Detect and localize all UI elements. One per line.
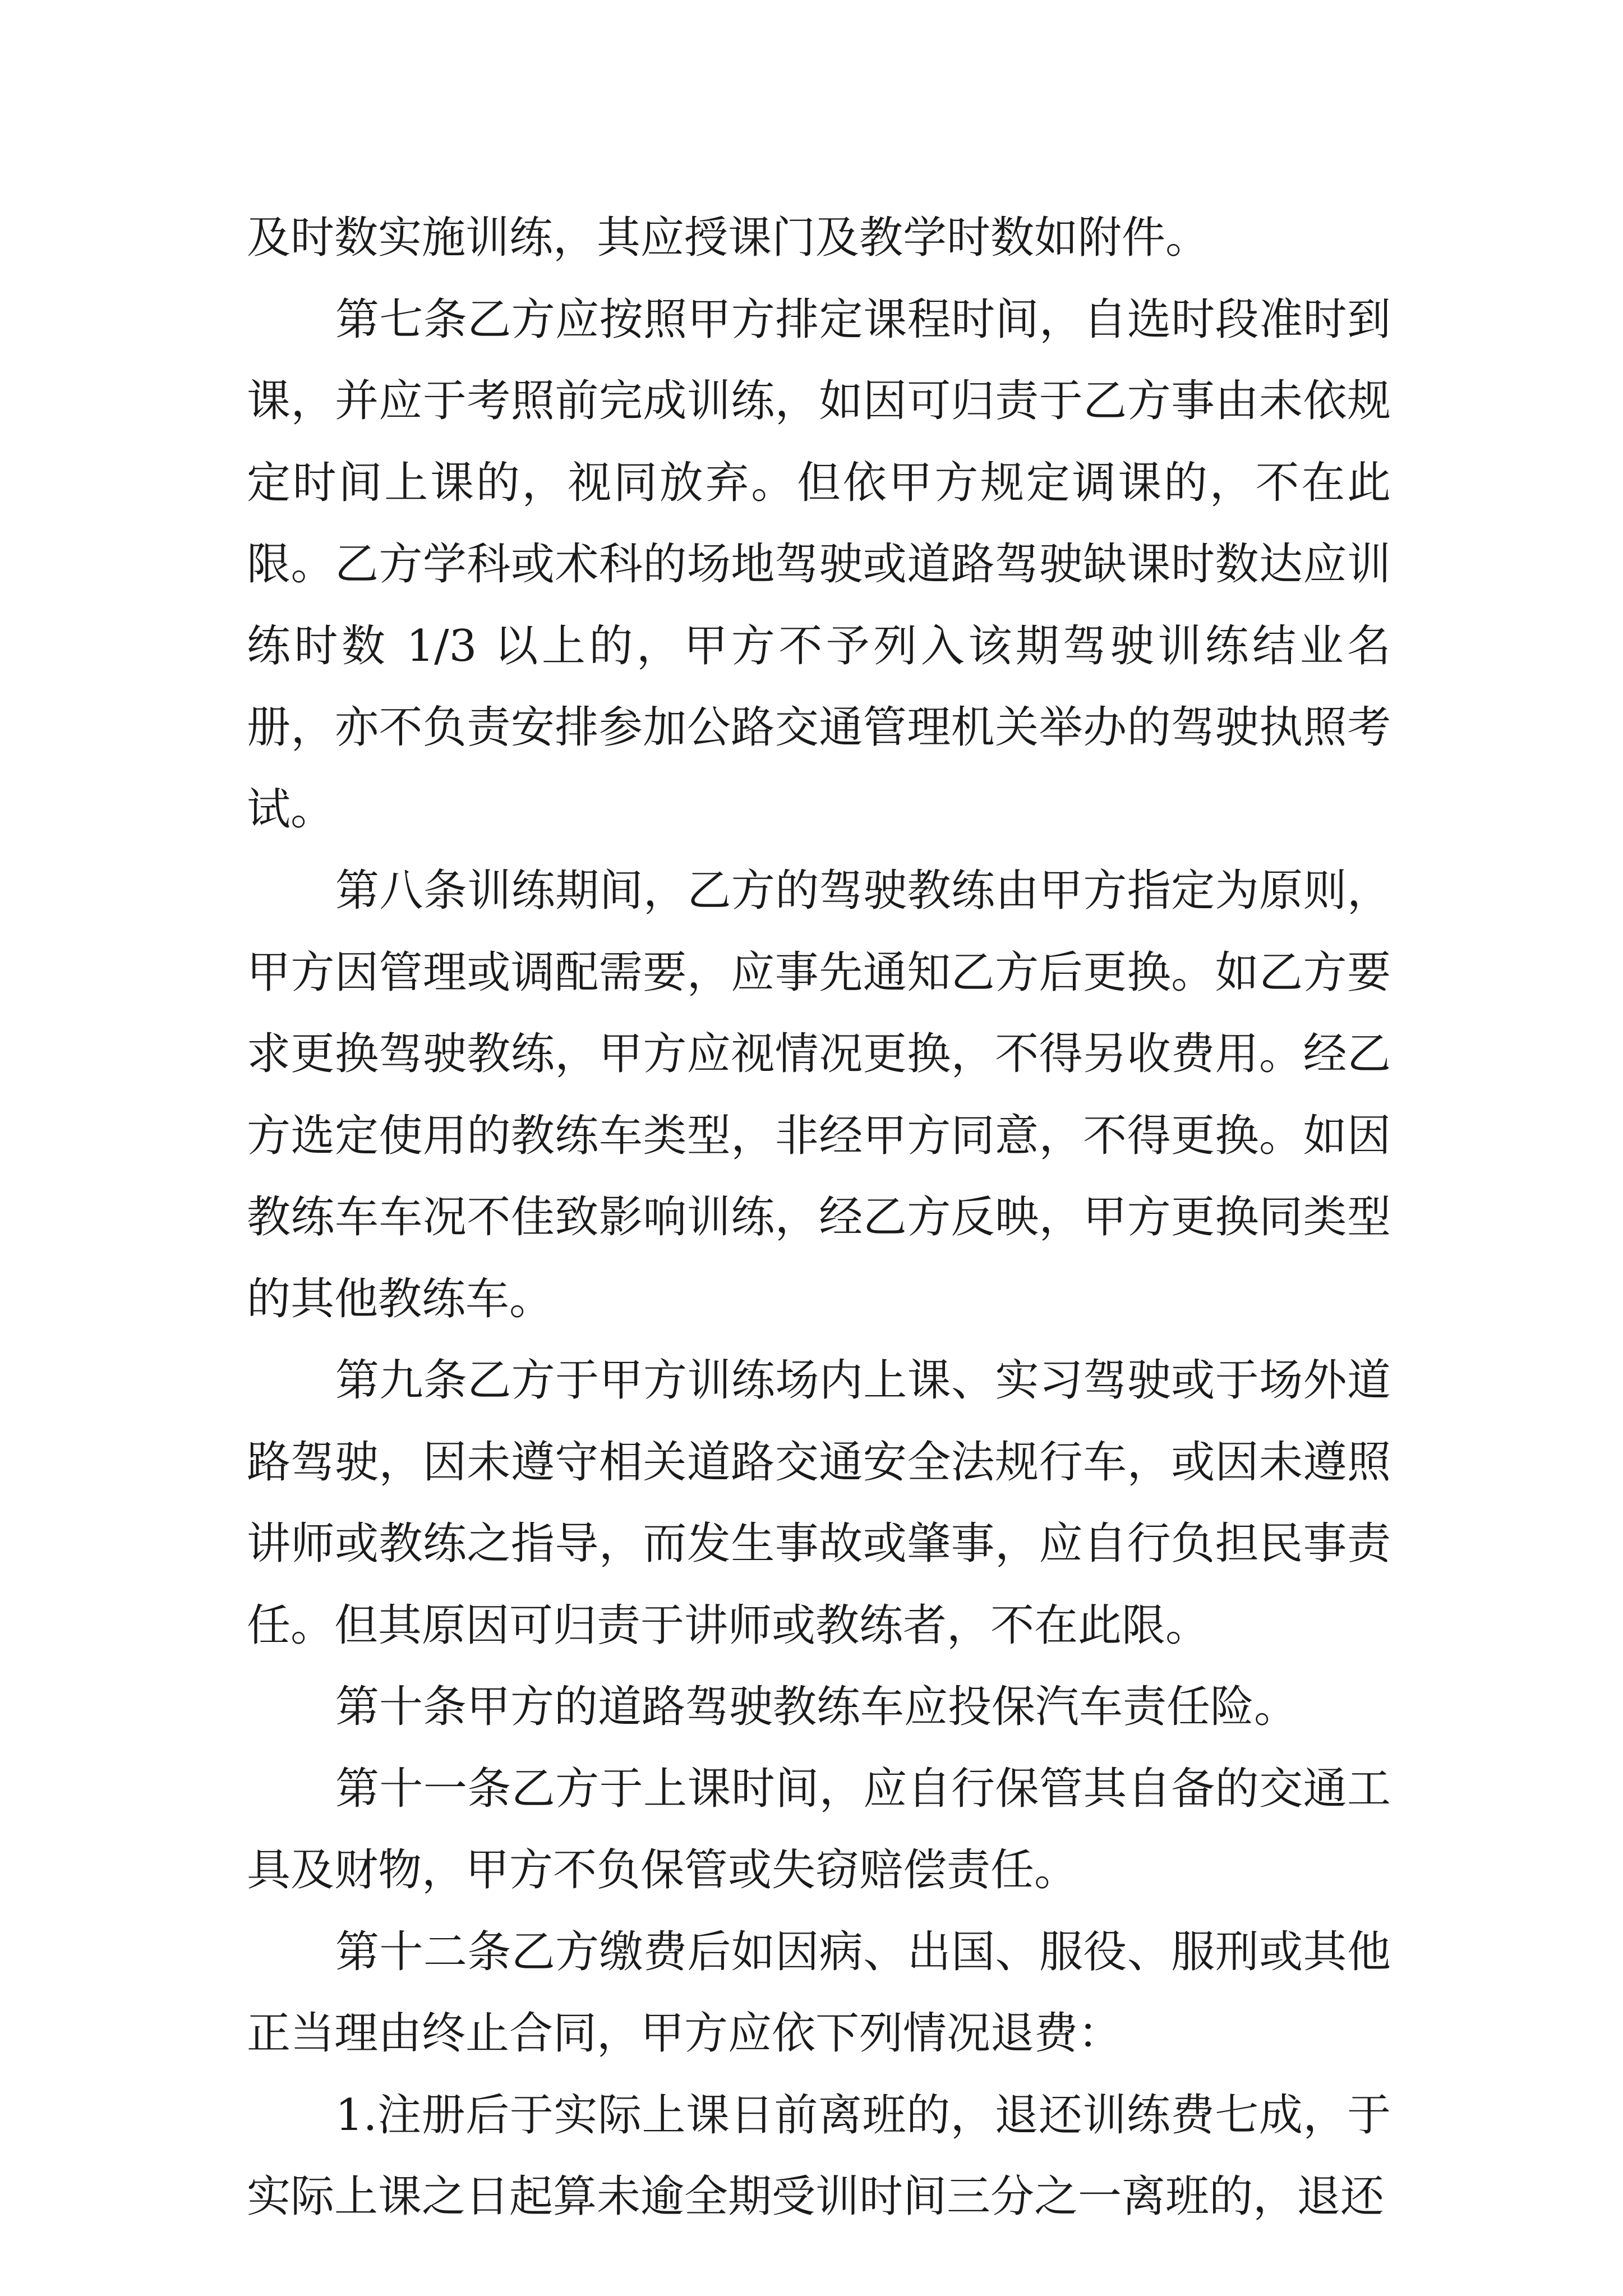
paragraph-refund-item-1: 1.注册后于实际上课日前离班的，退还训练费七成，于实际上课之日起算未逾全期受训时间三分之一离班的，退还 — [247, 2090, 1391, 2222]
paragraph-article-8: 第八条训练期间，乙方的驾驶教练由甲方指定为原则，甲方因管理或调配需要，应事先通知乙方后更换。如乙方要求更换驾驶教练，甲方应视情况更换，不得另收费用。经乙方选定使用的教练车类型，非经甲方同意，不得更换。如因教练车车况不佳致影响训练，经乙方反映，甲方更换同类型的其他教练车。 — [247, 866, 1391, 1324]
paragraph-article-12: 第十二条乙方缴费后如因病、出国、服役、服刑或其他正当理由终止合同，甲方应依下列情况退费： — [247, 1926, 1391, 2059]
paragraph-article-11: 第十一条乙方于上课时间，应自行保管其自备的交通工具及财物，甲方不负保管或失窃赔偿责任。 — [247, 1763, 1391, 1895]
paragraph-article-9: 第九条乙方于甲方训练场内上课、实习驾驶或于场外道路驾驶，因未遵守相关道路交通安全法规行车，或因未遵照讲师或教练之指导，而发生事故或肇事，应自行负担民事责任。但其原因可归责于讲师或教练者，不在此限。 — [247, 1355, 1391, 1651]
paragraph-article-7: 第七条乙方应按照甲方排定课程时间，自选时段准时到课，并应于考照前完成训练，如因可归责于乙方事由未依规定时间上课的，视同放弃。但依甲方规定调课的，不在此限。乙方学科或术科的场地驾驶或道路驾驶缺课时数达应训练时数 1/3 以上的，甲方不予列入该期驾驶训练结业名册，亦不负责安排参加公路交通管理机关举办的驾驶执照考试。 — [247, 294, 1391, 835]
paragraph-article-10: 第十条甲方的道路驾驶教练车应投保汽车责任险。 — [335, 1682, 1298, 1732]
contract-body — [247, 197, 1391, 2238]
paragraph-continuation: 及时数实施训练，其应授课门及教学时数如附件。 — [247, 213, 1210, 263]
